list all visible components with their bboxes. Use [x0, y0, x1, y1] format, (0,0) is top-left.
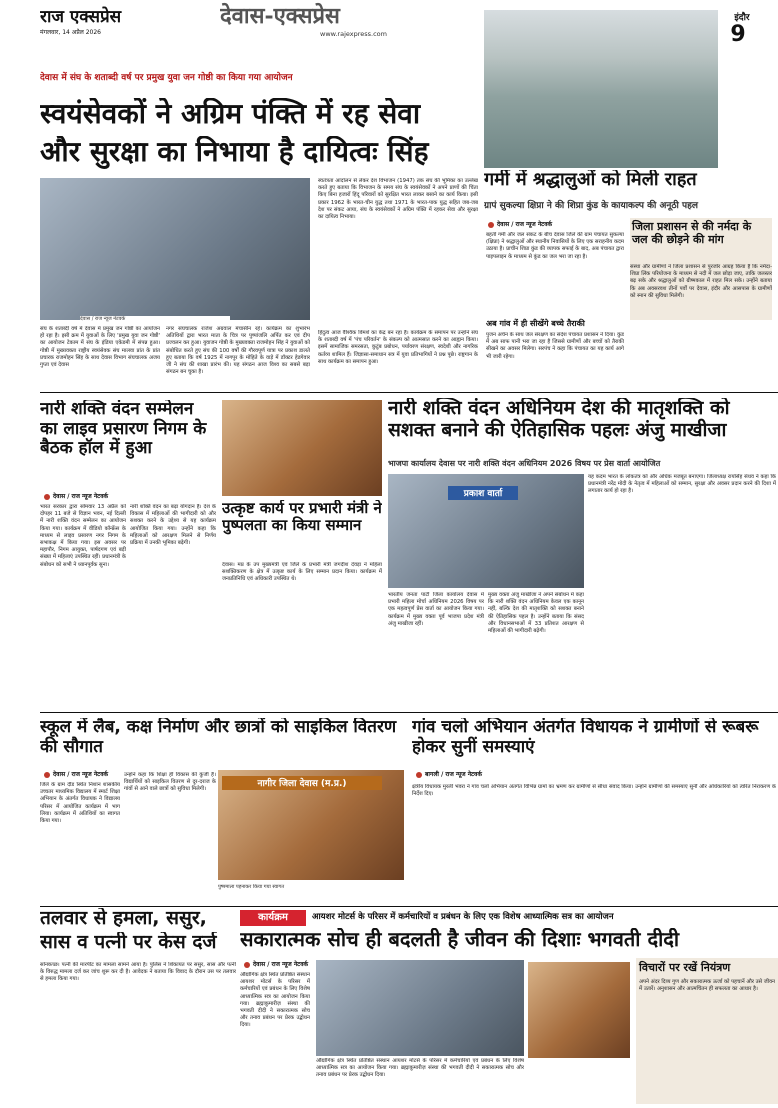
story2-headline: नारी शक्ति वंदन सम्मेलन का लाइव प्रसारण निगम के बैठक हॉल में हुआ — [40, 400, 207, 459]
city-label: इंदौर — [734, 13, 750, 22]
story3-headline: उत्कृष्ट कार्य पर प्रभारी मंत्री ने पुष्पलता का किया सम्मान — [222, 500, 382, 535]
story4-col-1: भारतीय जनता पार्टी जिला कार्यालय देवास में प्रभारी महिला मोर्चा अधिनियम 2026 विषय पर एक महत्वपूर्ण प्रेस वार्ता का आयोजन किया गया। कार्यक्रम में मुख्य वक्ता पूर्व भाजपा प्रदेश मंत्री अंजु माखीजा रहीं। — [388, 592, 484, 627]
story8-body: औद्योगिक क्षेत्र स्थित प्रतिष्ठित संस्थान आयशर मोटर्स के परिसर में कर्मचारियों एवं प्रबंधन के लिए विशेष आध्यात्मिक सत्र का आयोजन किया गया। ब्रह्माकुमारीज़ संस्था की भगवती दीदी ने सकारात्मक सोच और तनाव प्रबंधन पर प्रेरक उद्बोधन दिया। — [240, 972, 310, 1029]
story2-byline — [44, 492, 214, 502]
story5-col-2: उन्होंने कहा कि शिक्षा ही विकास की कुंजी है। विद्यार्थियों को साइकिल वितरण से दूर-दराज के गांवों से आने वाले छात्रों को सुविधा मिलेगी। — [124, 772, 216, 793]
right-top-subhead: ग्रापं सुकल्या क्षिप्रा ने की शिप्रा कुंड के कायाकल्प की अनूठी पहल — [484, 201, 699, 211]
sidebox-body: संस्था और ग्रामीणों ने जिला प्रशासन से पुरजोर आग्रह किया है कि नर्मदा-शिप्रा लिंक परियोजना के माध्यम से नदी में जल छोड़ा जाए, ताकि जलस्तर बढ़ सके और श्रद्धालुओं को ग्रीष्मकाल में राहत मिल सके। उन्होंने बताया कि अब अवसरवश तीनों पर्वों पर देवास, इंदौर और आसपास के ग्रामीणों को स्नान की सुविधा मिलेगी। — [630, 264, 772, 299]
story8-byline-text: देवास / राज न्यूज नेटवर्क — [253, 961, 309, 968]
story8-headline: सकारात्मक सोच ही बदलती है जीवन की दिशाः भगवती दीदी — [240, 928, 680, 951]
lead-col-3: स्वतंत्रता आंदोलन से लेकर देश विभाजन (1947) तक संघ की भूमिका का उल्लेख करते हुए बताया कि विभाजन के समय संघ के स्वयंसेवकों ने अपने प्राणों की चिंता किए बिना हजारों हिंदू परिवारों को सुरक्षित भारत लाकर बसाने का कार्य किया। इसी प्रकार 1962 के भारत-चीन युद्ध तथा 1971 के भारत-पाक युद्ध सहित जब-जब देश पर संकट आया, संघ के स्वयंसेवकों ने अग्रिम पंक्ति में रहकर सेवा और सुरक्षा का दायित्व निभाया। — [318, 178, 478, 221]
lead-col-2: नगर संघचालक राजेश अग्रवाल मंचासीन रहे। कार्यक्रम का शुभारंभ अतिथियों द्वारा भारत माता के चित्र पर पुष्पांजलि अर्पित कर एवं दीप प्रज्वलन कर हुआ। युवाजन गोष्ठी के मुख्यवक्ता राजमोहन सिंह ने युवाओं को संबोधित करते हुए संघ की 100 वर्षों की गौरवपूर्ण यात्रा पर प्रकाश डालते हुए बताया कि वर्ष 1925 में नागपुर के मोहिते के वाड़े में डॉक्टर हेडगेवार जी ने संघ की शाखा प्रारंभ की। यह संगठन आज विश्व का सबसे बड़ा संगठन बन चुका है। — [166, 326, 310, 376]
byline-dot-icon — [488, 222, 494, 228]
story5-headline: स्कूल में लैब, कक्ष निर्माण और छात्रों को साइकिल वितरण की सौगात — [40, 718, 397, 757]
story4-col-2: मुख्य वक्ता अंजु माखीजा ने अपने संबोधन में कहा कि नारी शक्ति वंदन अधिनियम केवल एक कानून नहीं, बल्कि देश की मातृशक्ति को सशक्त बनाने की ऐतिहासिक पहल है। उन्होंने बताया कि संसद और विधानसभाओं में 33 प्रतिशत आरक्षण से महिलाओं की भागीदारी बढ़ेगी। — [488, 592, 584, 635]
story4-headline: नारी शक्ति वंदन अधिनियम देश की मातृशक्ति को सशक्त बनाने की ऐतिहासिक पहलः अंजु माखीजा — [388, 398, 730, 441]
story8-photo-2 — [528, 962, 630, 1058]
story5-caption: पुष्पमाला पहनाकर किया गया स्वागत — [218, 884, 285, 890]
story5-banner: नागीर जिला देवास (म.प्र.) — [222, 776, 382, 790]
divider-3 — [40, 906, 778, 907]
lead-headline-2: और सुरक्षा का निभाया है दायित्वः सिंह — [40, 136, 429, 168]
right-top-subhead-2: अब गांव में ही सीखेंगे बच्चे तैराकी — [486, 319, 585, 328]
right-top-col-2: पुजन अर्चन के साथ जल संरक्षण का संदेश पंचायत प्रशासन ने दिया। कुंड में अब साफ पानी भरा जा रहा है जिससे ग्रामीणों और बच्चों को तैराकी सीखने का अवसर मिलेगा। सरपंच ने कहा कि पंचायत का यह कार्य आगे भी जारी रहेगा। — [486, 332, 624, 360]
site-url[interactable]: www.rajexpress.com — [320, 30, 387, 38]
story7-headline-2: सास व पत्नी पर केस दर्ज — [40, 932, 217, 953]
masthead — [0, 0, 478, 44]
byline-dot-icon — [44, 772, 50, 778]
lead-col-4: हिंदुत्व आज वैश्विक विमर्श का केंद्र बन रहा है। कार्यक्रम के समापन पर उन्होंने संघ के शताब्दी वर्ष में 'पंच परिवर्तन' के संकल्प को आत्मसात करने का आह्वान किया। इसमें सामाजिक समरसता, कुटुंब प्रबोधन, पर्यावरण संरक्षण, स्वदेशी और नागरिक कर्तव्य शामिल हैं। जिज्ञासा-समाधान सत्र में युवा प्रतिभागियों ने प्रश्न पूछे। राष्ट्रगान के साथ कार्यक्रम का समापन हुआ। — [318, 330, 478, 365]
center-brand: देवास-एक्सप्रेस — [220, 3, 340, 29]
story8-sidebox — [636, 958, 778, 1104]
shipra-kund-photo — [484, 10, 718, 168]
lead-photo-caption: देवास / राज न्यूज नेटवर्क — [80, 316, 230, 326]
right-top-headline: गर्मी में श्रद्धालुओं को मिली राहत — [484, 170, 697, 190]
story8-col-2: औद्योगिक क्षेत्र स्थित प्रतिष्ठित संस्थान आयशर मोटर्स के परिसर में कर्मचारियों एवं प्रबंधन के लिए विशेष आध्यात्मिक सत्र का आयोजन किया गया। ब्रह्माकुमारीज़ संस्था की भगवती दीदी ने सकारात्मक सोच और तनाव प्रबंधन पर प्रेरक उद्बोधन दिया। — [316, 1058, 524, 1079]
story8-kicker: कार्यक्रम — [240, 910, 306, 926]
byline-dot-icon — [244, 962, 250, 968]
story6-byline-text: बागली / राज न्यूज नेटवर्क — [425, 771, 482, 778]
lead-photo — [40, 178, 310, 320]
story2-byline-text: देवास / राज न्यूज नेटवर्क — [53, 493, 109, 500]
story8-side-body: अपने अंदर दिव्य गुण और सकारात्मक ऊर्जा को पहचानें और उसे जीवन में उतारें। अनुशासन और आत्मचिंतन ही सफलता का आधार है। — [639, 979, 775, 993]
story6-byline — [416, 770, 556, 780]
story7-headline-1: तलवार से हमला, ससुर, — [40, 908, 207, 929]
story4-col-3: यह कदम भारत के लोकतंत्र को और अधिक मजबूत बनाएगा। जिलाध्यक्ष रायसिंह सेंधव ने कहा कि प्रधानमंत्री नरेंद्र मोदी के नेतृत्व में महिलाओं को सम्मान, सुरक्षा और अवसर प्रदान करने की दिशा में लगातार कार्य हो रहा है। — [588, 474, 776, 495]
right-top-col-1: बहती गर्मी और जल संकट के बीच देवास जिले की ग्राम पंचायत सुकल्या (क्षिप्रा) ने श्रद्धालुओं और स्थानीय निवासियों के लिए एक सराहनीय कदम उठाया है। प्राचीन शिप्रा कुंड की व्यापक सफाई के बाद, अब पंचायत द्वारा पाइपलाइन के माध्यम से कुंड का जल भरा जा रहा है। — [486, 232, 624, 260]
byline-dot-icon — [416, 772, 422, 778]
right-top-byline-text: देवास / राज न्यूज नेटवर्क — [497, 221, 553, 228]
lead-headline-1: स्वयंसेवकों ने अग्रिम पंक्ति में रह सेवा — [40, 98, 421, 130]
left-brand: राज एक्सप्रेस — [40, 7, 122, 27]
story4-subhead: भाजपा कार्यालय देवास पर नारी शक्ति वंदन अधिनियम 2026 विषय पर प्रेस वार्ता आयोजित — [388, 459, 661, 468]
divider-1 — [40, 392, 778, 393]
divider-2 — [40, 712, 778, 713]
story6-body: क्षेत्रीय विधायक मुरली भंवरा ने गांव चलो अभियान अंतर्गत विभिन्न ग्रामों का भ्रमण कर ग्रामीणों से सीधा संवाद किया। उन्होंने ग्रामीणों की समस्याएं सुनीं और अधिकारियों को त्वरित निराकरण के निर्देश दिए। — [412, 784, 776, 798]
story6-headline: गांव चलो अभियान अंतर्गत विधायक ने ग्रामीणों से रूबरू होकर सुनीं समस्याएं — [412, 718, 759, 757]
story3-body: देवास। मप्र के उप मुख्यमंत्री एवं जिले के प्रभारी मंत्री जगदीश देवड़ा ने महिला सशक्तिकरण के क्षेत्र में उत्कृष्ट कार्य के लिए सम्मान प्रदान किया। कार्यक्रम में जनप्रतिनिधि एवं अधिकारी उपस्थित थे। — [222, 562, 382, 583]
story4-press-sign: प्रकाश वार्ता — [448, 486, 518, 500]
story3-photo — [222, 400, 382, 496]
issue-date: मंगलवार, 14 अप्रैल 2026 — [40, 29, 101, 36]
story5-col-1: जिले के ग्राम दौंड स्थित निशान शासकीय उच्चतर माध्यमिक विद्यालय में स्मार्ट शिक्षा अभियान के अंतर्गत विधायक ने विद्यालय परिसर में आयोजित कार्यक्रम में भाग लिया। कार्यक्रम में अतिथियों का स्वागत किया गया। — [40, 782, 120, 825]
story2-col-1: भारत सरकार द्वारा सोमवार 13 अप्रैल को दोपहर 11 बजे से विज्ञान भवन, नई दिल्ली में नारी शक्ति वंदन सम्मेलन का आयोजन किया गया। कार्यक्रम में वीडियो कॉन्फ्रेंस के माध्यम से लाइव प्रसारण नगर निगम के सभाकक्ष में किया गया। इस अवसर पर महापौर, निगम आयुक्त, पार्षदगण एवं बड़ी संख्या में महिलाएं उपस्थित रहीं। प्रधानमंत्री के संबोधन को सभी ने ध्यानपूर्वक सुना। — [40, 504, 126, 568]
story7-body: सोनकच्छ। पत्नी की मारपीट का मामला सामने आया है। पुलिस ने शिकायत पर ससुर, सास और पत्नी के विरुद्ध मामला दर्ज कर जांच शुरू कर दी है। आवेदक ने बताया कि विवाद के दौरान उस पर तलवार से हमला किया गया। — [40, 962, 236, 983]
story8-side-title: विचारों पर रखें नियंत्रण — [639, 961, 731, 974]
lead-col-1: संघ के शताब्दी वर्ष में देवास में प्रमुख जन गोष्ठी का आयोजन हो रहा है। इसी क्रम में युवाओं के लिए 'प्रमुख युवा जन गोष्ठी' का आयोजन टेकाम में संघ के इंडिया एकेडमी में संपन्न हुआ। गोष्ठी में मुख्यवक्ता राष्ट्रीय स्वयंसेवक संघ मालवा प्रांत के प्रांत प्रचारक राजमोहन सिंह के साथ देवास विभाग संघचालक अजय गुप्ता एवं देवास — [40, 326, 160, 369]
sidebox-title: जिला प्रशासन से की नर्मदा के जल की छोड़ने की मांग — [632, 220, 752, 246]
story8-photo — [316, 960, 524, 1056]
page-number: 9 — [730, 22, 746, 47]
story2-col-2: नारी शक्ति वंदन का बढ़ा योगदान है। देश के विकास में महिलाओं की भागीदारी को और सशक्त करने के उद्देश्य से यह कार्यक्रम आयोजित किया गया। उन्होंने कहा कि महिलाओं को आरक्षण मिलने से निर्णय प्रक्रिया में उनकी भूमिका बढ़ेगी। — [130, 504, 216, 547]
story8-kicker-text: आयशर मोटर्स के परिसर में कर्मचारियों व प्रबंधन के लिए एक विशेष आध्यात्मिक सत्र का आयोजन — [312, 912, 614, 922]
story5-byline-text: देवास / राज न्यूज नेटवर्क — [53, 771, 109, 778]
byline-dot-icon — [44, 494, 50, 500]
right-top-byline — [488, 220, 628, 230]
lead-kicker: देवास में संघ के शताब्दी वर्ष पर प्रमुख युवा जन गोष्ठी का किया गया आयोजन — [40, 70, 458, 86]
